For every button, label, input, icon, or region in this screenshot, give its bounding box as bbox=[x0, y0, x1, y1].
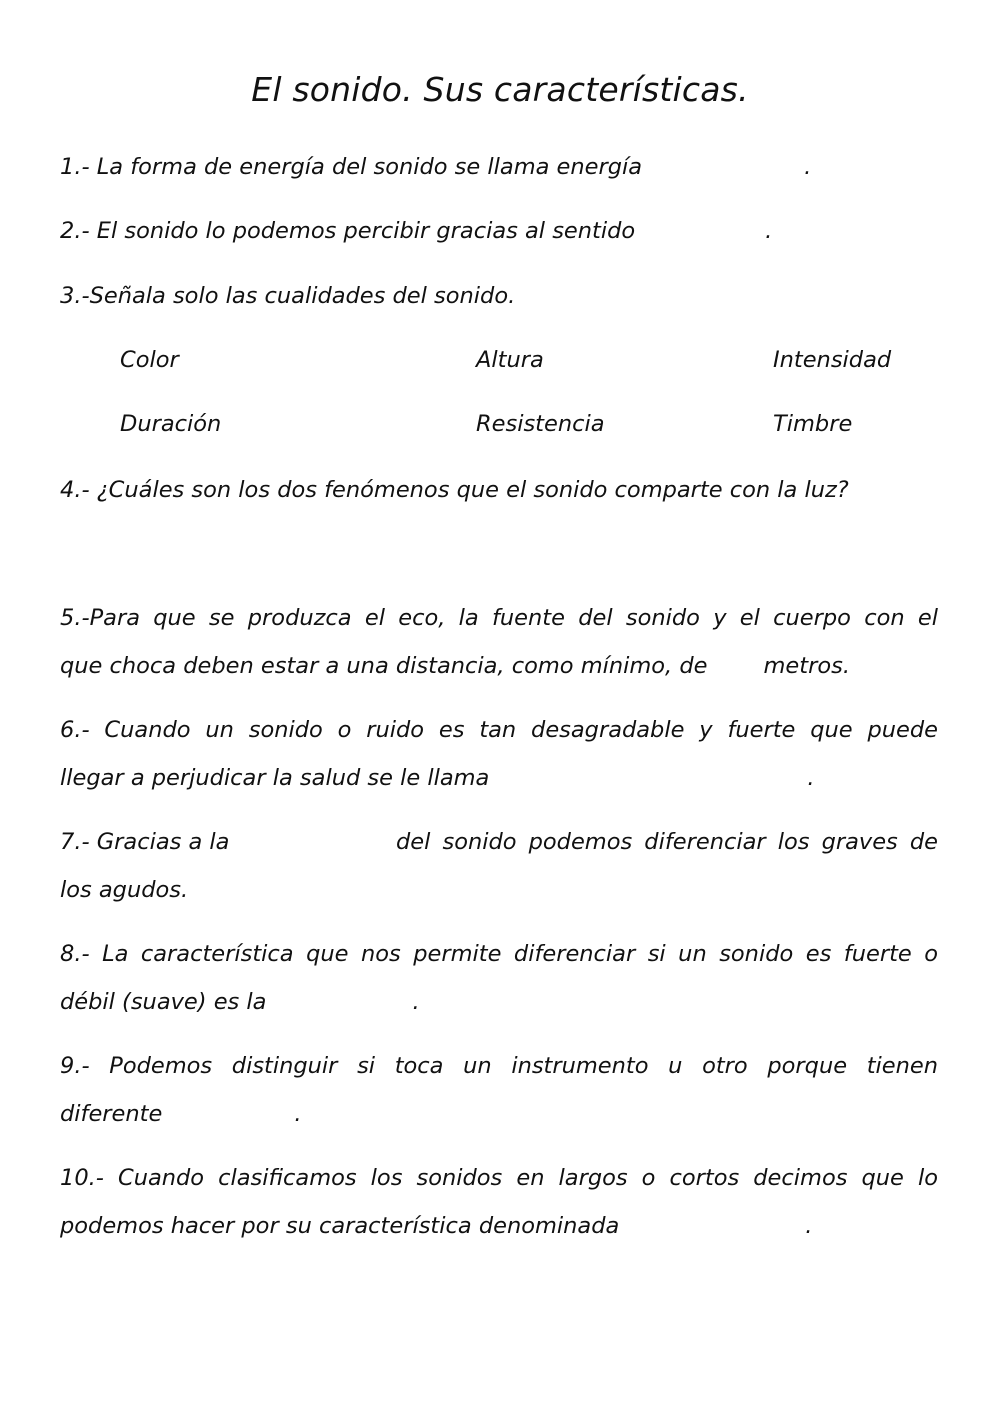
question-9-text: diferente bbox=[60, 1101, 163, 1127]
question-5-end: metros. bbox=[763, 653, 850, 679]
option-resistencia[interactable]: Resistencia bbox=[476, 411, 605, 437]
question-1-text: 1.- La forma de energía del sonido se llama energía bbox=[60, 154, 643, 180]
question-3: 3.-Señala solo las cualidades del sonido. bbox=[60, 283, 516, 309]
question-5-line-2 bbox=[60, 651, 850, 681]
question-10-line-2 bbox=[60, 1211, 812, 1241]
option-intensidad[interactable]: Intensidad bbox=[773, 347, 892, 373]
question-8-line-2 bbox=[60, 987, 420, 1017]
question-7-line-2: los agudos. bbox=[60, 877, 189, 903]
question-1-end: . bbox=[804, 154, 812, 180]
option-timbre[interactable]: Timbre bbox=[773, 411, 853, 437]
question-10-text: podemos hacer por su característica denominada bbox=[60, 1213, 620, 1239]
question-2 bbox=[60, 216, 772, 246]
option-color[interactable]: Color bbox=[120, 347, 179, 373]
question-2-text: 2.- El sonido lo podemos percibir gracias al sentido bbox=[60, 218, 636, 244]
question-8-text: débil (suave) es la bbox=[60, 989, 267, 1015]
question-6-line-2 bbox=[60, 763, 815, 793]
question-6-line-1: 6.- Cuando un sonido o ruido es tan desagradable y fuerte que puede bbox=[60, 717, 938, 743]
answer-area-4[interactable] bbox=[60, 515, 938, 575]
question-8-line-1: 8.- La característica que nos permite diferenciar si un sonido es fuerte o bbox=[60, 941, 938, 967]
page-title: El sonido. Sus características. bbox=[251, 70, 749, 109]
question-8-end: . bbox=[412, 989, 420, 1015]
option-altura[interactable]: Altura bbox=[476, 347, 544, 373]
question-7-text-b: del sonido podemos diferenciar los graves de bbox=[396, 829, 938, 855]
question-4: 4.- ¿Cuáles son los dos fenómenos que el sonido comparte con la luz? bbox=[60, 477, 849, 503]
question-9-end: . bbox=[294, 1101, 302, 1127]
question-2-end: . bbox=[765, 218, 773, 244]
option-duracion[interactable]: Duración bbox=[120, 411, 222, 437]
question-7-line-1 bbox=[60, 827, 229, 857]
question-10-line-1: 10.- Cuando clasificamos los sonidos en largos o cortos decimos que lo bbox=[60, 1165, 938, 1191]
answer-blank-7[interactable] bbox=[250, 827, 390, 857]
question-5-line-1: 5.-Para que se produzca el eco, la fuente del sonido y el cuerpo con el bbox=[60, 605, 938, 631]
question-6-end: . bbox=[807, 765, 815, 791]
question-10-end: . bbox=[805, 1213, 813, 1239]
question-6-text: llegar a perjudicar la salud se le llama bbox=[60, 765, 490, 791]
question-9-line-2 bbox=[60, 1099, 301, 1129]
question-7-text-a: 7.- Gracias a la bbox=[60, 829, 230, 855]
question-1 bbox=[60, 152, 811, 182]
question-9-line-1: 9.- Podemos distinguir si toca un instrumento u otro porque tienen bbox=[60, 1053, 938, 1079]
question-5-text: que choca deben estar a una distancia, como mínimo, de bbox=[60, 653, 708, 679]
